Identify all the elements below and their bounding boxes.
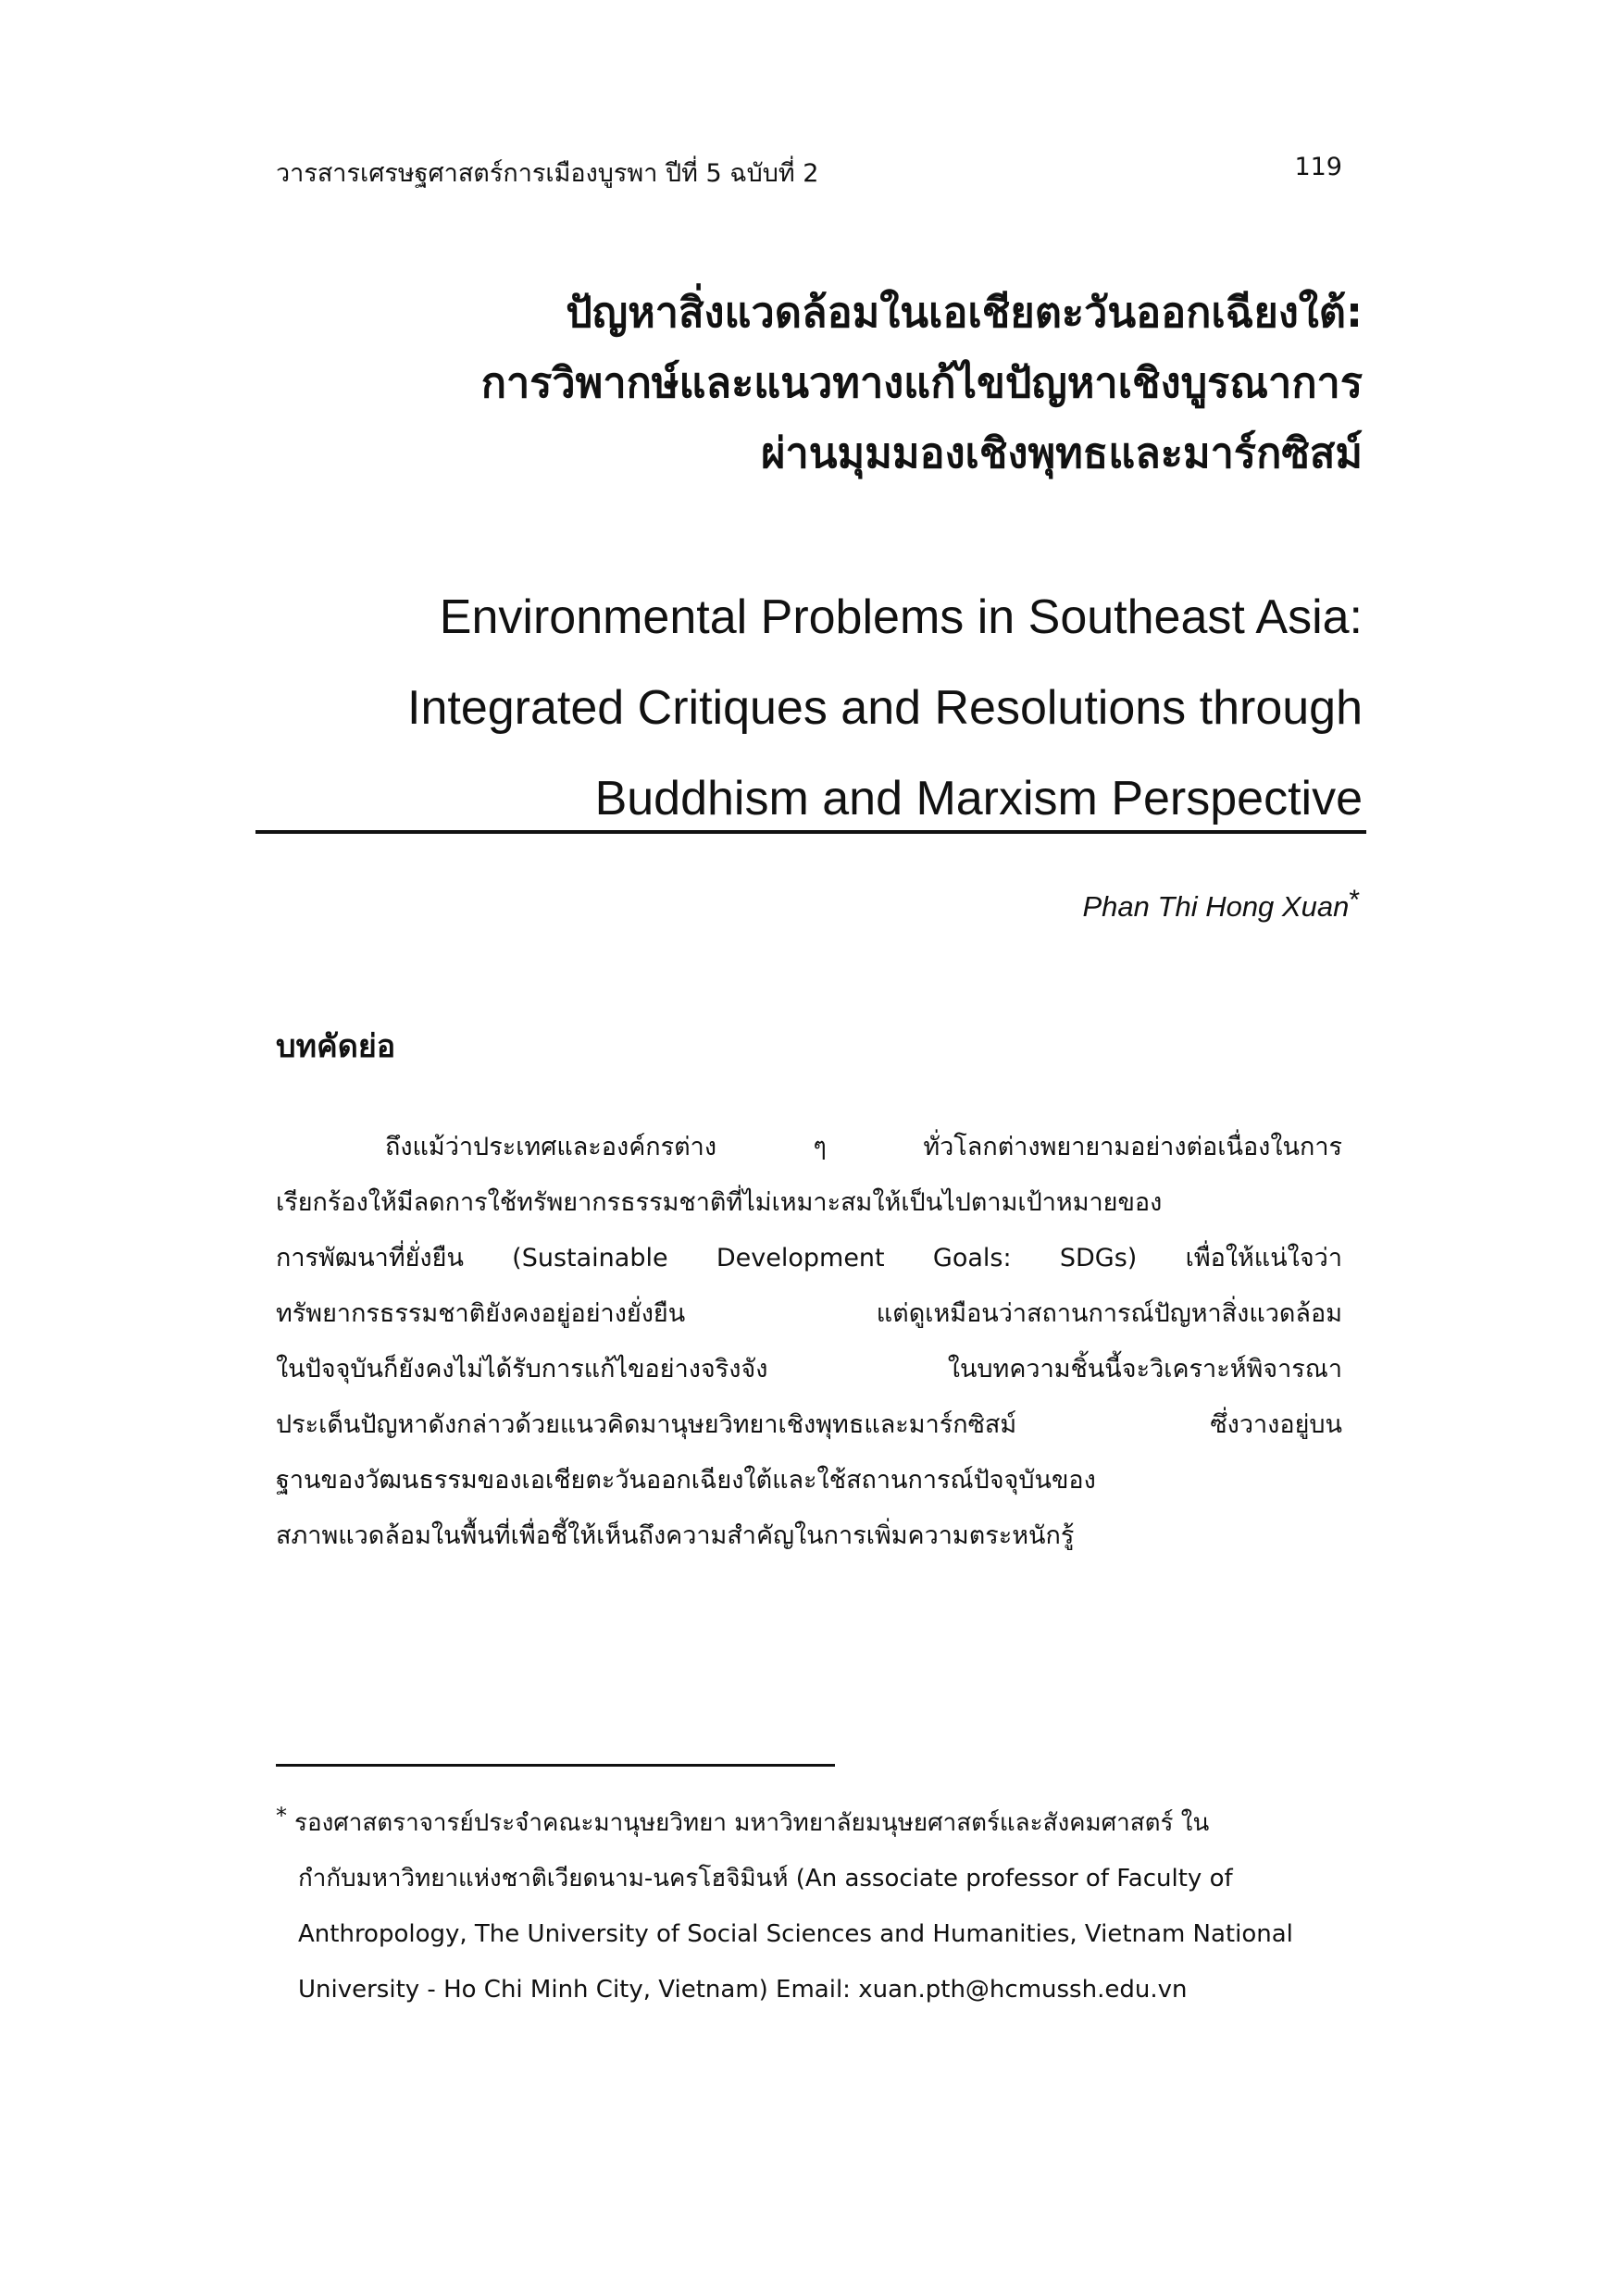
title-english [259, 572, 1363, 844]
abstract-line: ในปัจจุบันก็ยังคงไม่ได้รับการแก้ไขอย่างจริงจัง ในบทความชิ้นนี้จะวิเคราะห์พิจารณา [276, 1355, 1342, 1384]
title-thai-line: การวิพากษ์และแนวทางแก้ไขปัญหาเชิงบูรณาการ [480, 358, 1363, 407]
author-footnote-marker: * [1349, 885, 1360, 915]
title-english-line: Buddhism and Marxism Perspective [594, 772, 1363, 825]
title-divider [255, 830, 1366, 834]
author-name: Phan Thi Hong Xuan [1082, 890, 1350, 923]
footnote-divider [276, 1764, 835, 1767]
footnote-line: University - Ho Chi Minh City, Vietnam) Email: xuan.pth@hcmussh.edu.vn [298, 1976, 1188, 2004]
title-english-line: Environmental Problems in Southeast Asia: [439, 590, 1363, 644]
author-line [1082, 885, 1361, 924]
footnote-line: กำกับมหาวิทยาแห่งชาติเวียดนาม-นครโฮจิมินห์ (An associate professor of Faculty of [298, 1865, 1233, 1893]
abstract-line: การพัฒนาที่ยั่งยืน (Sustainable Development Goals: SDGs) เพื่อให้แน่ใจว่า [276, 1244, 1342, 1272]
title-english-line: Integrated Critiques and Resolutions through [407, 681, 1363, 735]
abstract-line: ทรัพยากรธรรมชาติยังคงอยู่อย่างยั่งยืน แต่ดูเหมือนว่าสถานการณ์ปัญหาสิ่งแวดล้อม [276, 1299, 1342, 1328]
title-thai-line: ผ่านมุมมองเชิงพุทธและมาร์กซิสม์ [761, 428, 1363, 478]
footnote [276, 1795, 1342, 2017]
title-thai [259, 278, 1363, 489]
abstract-line: เรียกร้องให้มีลดการใช้ทรัพยากรธรรมชาติที่ไม่เหมาะสมให้เป็นไปตามเป้าหมายของ [276, 1188, 1163, 1217]
footnote-line: Anthropology, The University of Social Sciences and Humanities, Vietnam National [298, 1920, 1293, 1948]
footnote-line [276, 1795, 1342, 1851]
footnote-text: รองศาสตราจารย์ประจำคณะมานุษยวิทยา มหาวิทยาลัยมนุษยศาสตร์และสังคมศาสตร์ ใน [294, 1809, 1210, 1837]
running-head [276, 153, 1342, 190]
abstract-line: ประเด็นปัญหาดังกล่าวด้วยแนวคิดมานุษยวิทยาเชิงพุทธและมาร์กซิสม์ ซึ่งวางอยู่บน [276, 1410, 1342, 1439]
footnote-marker: * [276, 1803, 287, 1829]
abstract-body [276, 1120, 1342, 1564]
abstract-line: ถึงแม้ว่าประเทศและองค์กรต่าง ๆ ทั่วโลกต่างพยายามอย่างต่อเนื่องในการ [385, 1133, 1342, 1161]
title-thai-line: ปัญหาสิ่งแวดล้อมในเอเชียตะวันออกเฉียงใต้: [566, 288, 1363, 337]
page-number: 119 [1294, 153, 1342, 181]
abstract-line: สภาพแวดล้อมในพื้นที่เพื่อชี้ให้เห็นถึงความสำคัญในการเพิ่มความตระหนักรู้ [276, 1521, 1075, 1550]
abstract-line: ฐานของวัฒนธรรมของเอเชียตะวันออกเฉียงใต้และใช้สถานการณ์ปัจจุบันของ [276, 1466, 1096, 1495]
abstract-heading: บทคัดย่อ [276, 1028, 396, 1065]
journal-name: วารสารเศรษฐศาสตร์การเมืองบูรพา ปีที่ 5 ฉบับที่ 2 [276, 159, 819, 188]
